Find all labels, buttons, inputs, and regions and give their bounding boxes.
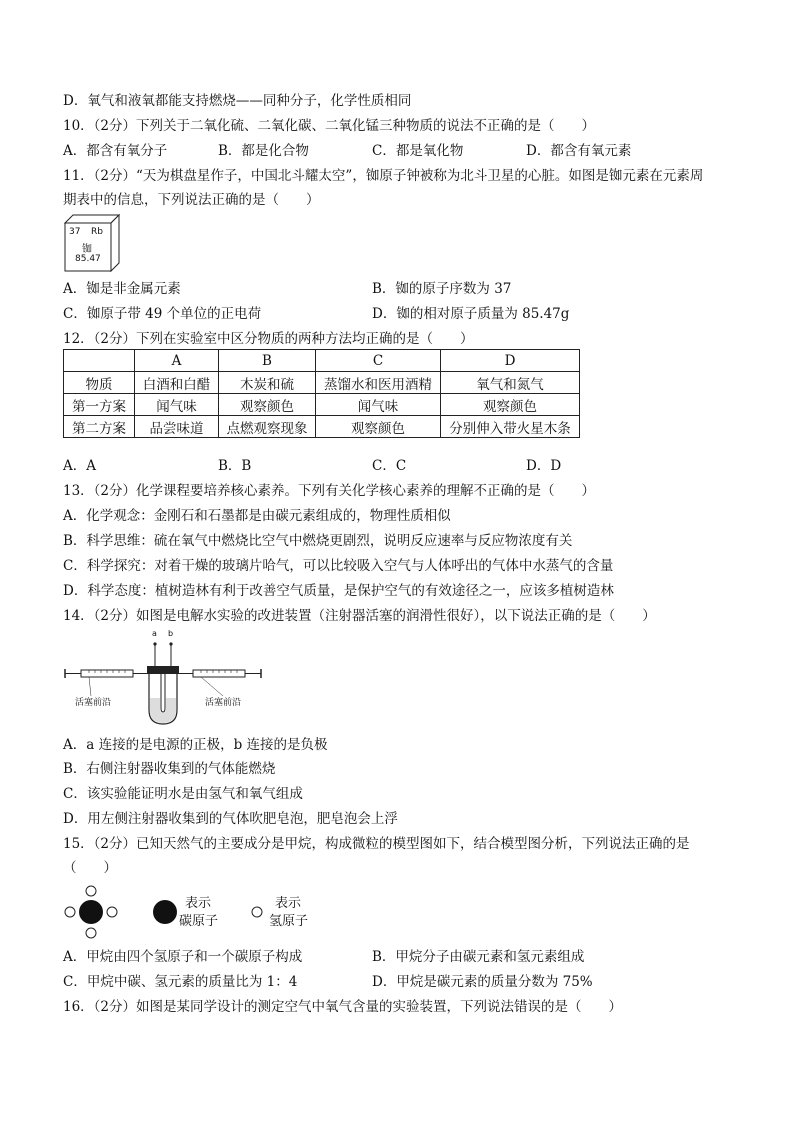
table-cell: D [441,350,580,372]
q13-option-d: D．科学态度：植树造林有利于改善空气质量，是保护空气的有效途径之一，应该多植树造林 [63,583,614,599]
q11-stem-line2: 期表中的信息，下列说法正确的是（ ） [63,192,320,208]
q9-option-d: D．氧气和液氧都能支持燃烧——同种分子，化学性质相同 [63,93,412,109]
hydrogen-legend-label-2: 氢原子 [269,914,309,929]
table-cell: 第二方案 [64,416,135,438]
q11-option-a: A．铷是非金属元素 [63,281,181,297]
table-cell: 品尝味道 [135,416,219,438]
q11-option-d: D．铷的相对原子质量为 85.47g [372,306,570,322]
carbon-legend-label-1: 表示 [185,896,212,911]
q15-stem-line2: （ ） [63,860,117,876]
table-cell: 白酒和白醋 [135,372,219,394]
q12-option-d: D．D [526,458,562,474]
q14-option-a: A．a 连接的是电源的正极，b 连接的是负极 [63,737,328,753]
rubidium-element-card [63,213,121,273]
table-cell: 木炭和硫 [219,372,316,394]
table-cell: 观察颜色 [316,416,441,438]
q10-option-a: A．都含有氧分子 [63,143,168,159]
electrolysis-apparatus-figure [63,628,268,728]
table-cell: 分别伸入带火星木条 [441,416,580,438]
q12-table [63,349,580,438]
table-cell: 闻气味 [135,394,219,416]
methane-model-figure [63,882,333,942]
table-row [64,416,580,438]
atomic-number: 37 [69,227,81,237]
table-cell: 点燃观察现象 [219,416,316,438]
table-cell: C [316,350,441,372]
q12-option-c: C．C [372,458,407,474]
atomic-mass: 85.47 [75,254,101,264]
q15-option-a: A．甲烷由四个氢原子和一个碳原子构成 [63,949,303,965]
q15-option-c: C．甲烷中碳、氢元素的质量比为 1：4 [63,974,298,990]
table-row [64,350,580,372]
carbon-legend-label-2: 碳原子 [179,914,219,929]
table-cell: 蒸馏水和医用酒精 [316,372,441,394]
element-symbol: Rb [91,227,103,237]
table-cell: 闻气味 [316,394,441,416]
q15-stem-line1: 15．（2分）已知天然气的主要成分是甲烷，构成微粒的模型图如下，结合模型图分析，下列说法正确的是 [63,836,690,852]
table-cell: 观察颜色 [219,394,316,416]
q13-option-b: B．科学思维：硫在氧气中燃烧比空气中燃烧更剧烈，说明反应速率与反应物浓度有关 [63,533,573,549]
table-cell [64,350,135,372]
table-cell: 观察颜色 [441,394,580,416]
q10-stem: 10．（2分）下列关于二氧化硫、二氧化碳、二氧化锰三种物质的说法不正确的是（ ） [63,118,596,134]
right-syringe-label: 活塞前沿 [205,698,242,708]
q13-option-c: C．科学探究：对着干燥的玻璃片哈气，可以比较吸入空气与人体呼出的气体中水蒸气的含量 [63,558,614,574]
q11-option-b: B．铷的原子序数为 37 [372,281,512,297]
q12-option-b: B．B [218,458,252,474]
q16-stem: 16．（2分）如图是某同学设计的测定空气中氧气含量的实验装置，下列说法错误的是（ ） [63,999,623,1015]
table-row [64,372,580,394]
electrode-a-label: a [152,629,157,638]
q11-stem-line1: 11．（2分）“天为棋盘星作子，中国北斗耀太空”，铷原子钟被称为北斗卫星的心脏。如图是铷元素在元素周 [63,168,704,184]
q12-stem: 12．（2分）下列在实验室中区分物质的两种方法均正确的是（ ） [63,331,474,347]
hydrogen-legend-label-1: 表示 [275,896,302,911]
q14-option-d: D．用左侧注射器收集到的气体吹肥皂泡，肥皂泡会上浮 [63,811,398,827]
table-row [64,394,580,416]
q12-option-a: A．A [63,458,96,474]
electrode-b-label: b [168,629,174,638]
q10-option-c: C．都是氧化物 [372,143,464,159]
q13-option-a: A．化学观念：金刚石和石墨都是由碳元素组成的，物理性质相似 [63,508,451,524]
table-cell: 氧气和氮气 [441,372,580,394]
table-cell: A [135,350,219,372]
q10-option-b: B．都是化合物 [218,143,309,159]
q11-option-c: C．铷原子带 49 个单位的正电荷 [63,306,262,322]
left-syringe-label: 活塞前沿 [75,698,112,708]
q14-option-c: C．该实验能证明水是由氢气和氧气组成 [63,786,303,802]
q14-stem: 14．（2分）如图是电解水实验的改进装置（注射器活塞的润滑性很好），以下说法正确的是（ ） [63,608,656,624]
q10-option-d: D．都含有氧元素 [526,143,632,159]
table-cell: B [219,350,316,372]
element-name: 铷 [82,244,92,255]
q15-option-d: D．甲烷是碳元素的质量分数为 75% [372,974,593,990]
q14-option-b: B．右侧注射器收集到的气体能燃烧 [63,761,276,777]
q13-stem: 13．（2分）化学课程要培养核心素养。下列有关化学核心素养的理解不正确的是（ ） [63,483,596,499]
table-cell: 第一方案 [64,394,135,416]
q15-option-b: B．甲烷分子由碳元素和氢元素组成 [372,949,585,965]
table-cell: 物质 [64,372,135,394]
